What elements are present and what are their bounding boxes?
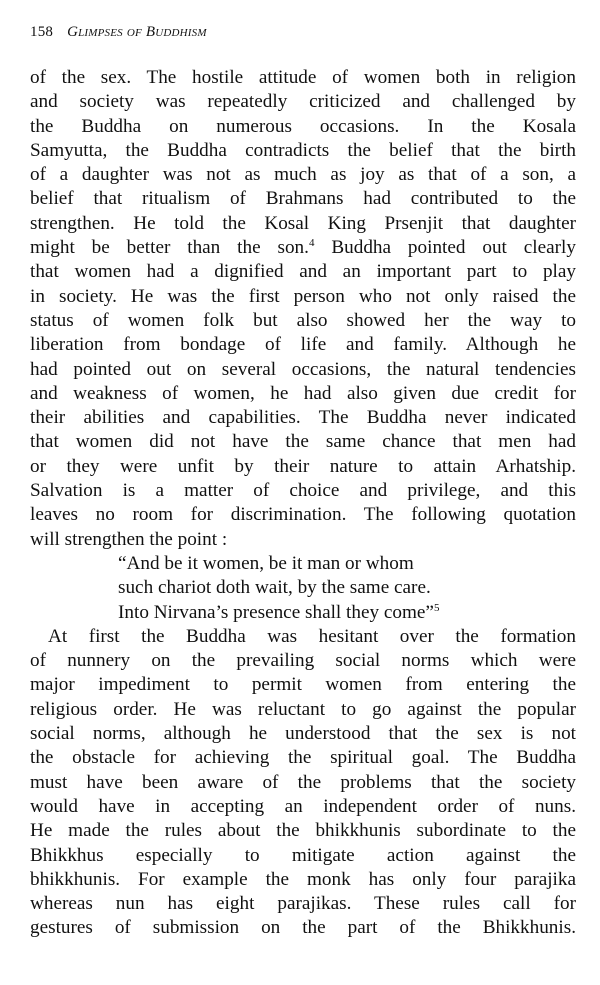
- footnote-marker: 4: [308, 237, 315, 250]
- text-line: that women had a dignified and an important part to play: [30, 261, 576, 283]
- text-line: that women did not have the same chance that men had: [30, 431, 576, 453]
- footnote-marker: 5: [433, 601, 440, 614]
- body-text: [30, 66, 576, 941]
- text-line: must have been aware of the problems that the society: [30, 771, 576, 793]
- text-line: social norms, although he understood that the sex is not: [30, 723, 576, 745]
- text-line: of a daughter was not as much as joy as that of a son, a: [30, 164, 576, 186]
- text-line: had pointed out on several occasions, the natural tendencies: [30, 358, 576, 380]
- text-line: major impediment to permit women from entering the: [30, 674, 576, 696]
- text-line: of the sex. The hostile attitude of women both in religion: [30, 67, 576, 88]
- text-line: At first the Buddha was hesitant over the formation: [48, 625, 576, 647]
- text-line: whereas nun has eight parajikas. These rules call for: [30, 893, 576, 915]
- text-line: Samyutta, the Buddha contradicts the belief that the birth: [30, 139, 576, 161]
- text-line: Salvation is a matter of choice and privilege, and this: [30, 480, 576, 502]
- quotation-line: such chariot doth wait, by the same care.: [118, 577, 431, 599]
- text-line: leaves no room for discrimination. The following quotation: [30, 504, 576, 526]
- text-line: the Buddha on numerous occasions. In the Kosala: [30, 115, 576, 137]
- text-line: belief that ritualism of Brahmans had contributed to the: [30, 188, 576, 210]
- quotation-line: Into Nirvana’s presence shall they come”$^5$: [118, 601, 440, 623]
- text-line: and society was repeatedly criticized and challenged by: [30, 91, 576, 113]
- text-line: bhikkhunis. For example the monk has only four parajika: [30, 868, 576, 890]
- text-line: the obstacle for achieving the spiritual goal. The Buddha: [30, 747, 576, 769]
- quotation-line: “And be it women, be it man or whom: [118, 552, 414, 574]
- running-header: [30, 24, 207, 41]
- running-title: Glimpses of Buddhism: [67, 24, 207, 40]
- text-line: religious order. He was reluctant to go against the popular: [30, 698, 576, 720]
- text-line: gestures of submission on the part of the Bhikkhunis.: [30, 917, 576, 939]
- text-line: or they were unfit by their nature to attain Arhatship.: [30, 455, 576, 477]
- text-line: Bhikkhus especially to mitigate action against the: [30, 844, 576, 866]
- text-line: in society. He was the first person who not only raised the: [30, 285, 576, 307]
- text-line: status of women folk but also showed her the way to: [30, 309, 576, 331]
- text-line: their abilities and capabilities. The Buddha never indicated: [30, 407, 576, 429]
- page-number: 158: [30, 24, 54, 40]
- text-line: would have in accepting an independent order of nuns.: [30, 795, 576, 817]
- text-line: of nunnery on the prevailing social norms which were: [30, 650, 576, 672]
- text-line: will strengthen the point :: [30, 528, 228, 550]
- text-line: strengthen. He told the Kosal King Prsenjit that daughter: [30, 212, 576, 234]
- text-line: might be better than the son.$^4$ Buddha pointed out clearly: [30, 237, 576, 259]
- text-line: liberation from bondage of life and family. Although he: [30, 334, 576, 356]
- text-line: and weakness of women, he had also given due credit for: [30, 382, 576, 404]
- text-line: He made the rules about the bhikkhunis subordinate to the: [30, 820, 576, 842]
